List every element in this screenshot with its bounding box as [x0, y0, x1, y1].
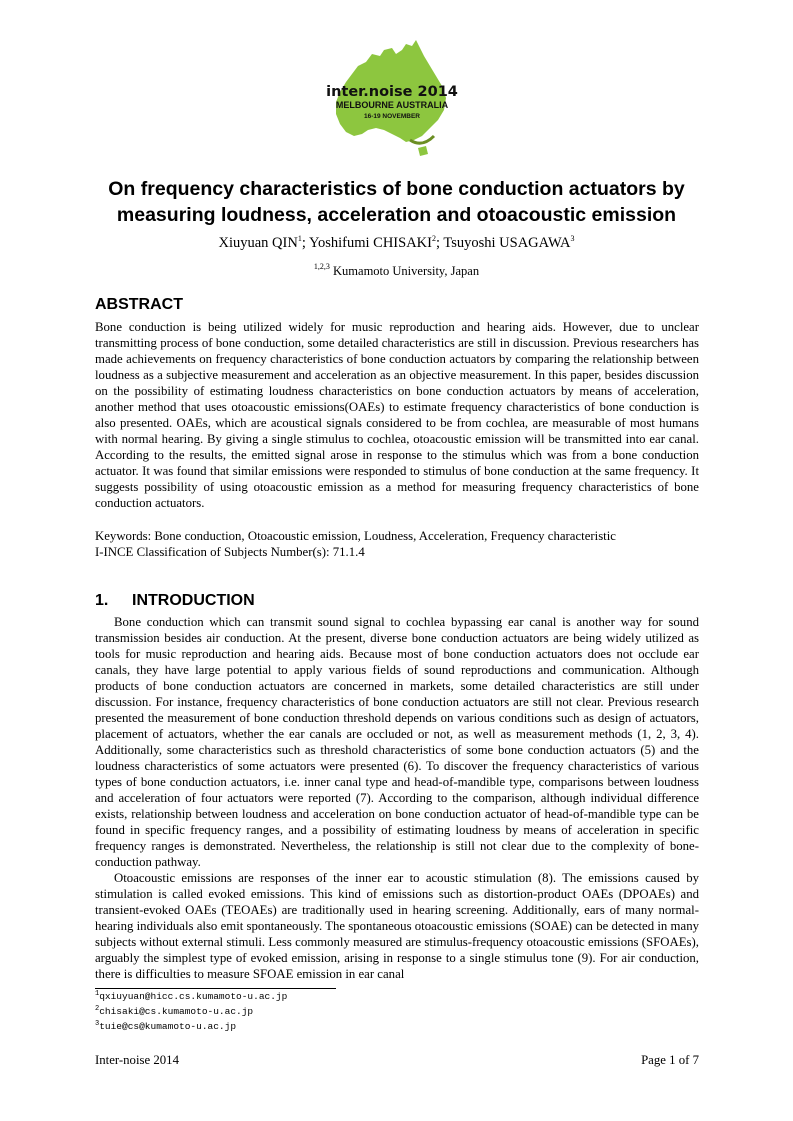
conference-logo: [322, 36, 462, 166]
affiliation: [60, 264, 733, 279]
author-list: [60, 235, 733, 252]
footnote-rule: [95, 988, 336, 989]
footnote-mark: 1: [95, 990, 100, 998]
intro-paragraph-2: Otoacoustic emissions are responses of the inner ear to acoustic stimulation (8). The emissions caused by stimulation is called evoked emissions. This kind of emissions such as distortion-product OAEs (DPOAEs) and transient-evoked OAEs (TEOAEs) are traditionally used in hearing screening. Additionally, ears of many normal-hearing individuals also emit spontaneously. The spontaneous otoacoustic emissions (SOAE) can be detected in many subjects without external stimuli. Less commonly measured are stimulus-frequency otoacoustic emissions (SFOAEs), arguably the simplest type of evoked emission, arising in response to a single stimulus tone (9). For air conduction, there is difficulties to measure SFOAE emission in ear canal: [95, 871, 699, 981]
footnote-email[interactable]: tuie@cs@kumamoto-u.ac.jp: [99, 1021, 237, 1032]
author-separator: ;: [435, 235, 444, 251]
abstract-heading: ABSTRACT: [95, 296, 183, 313]
author-separator: ;: [301, 235, 309, 251]
footnote-3: [95, 1021, 236, 1033]
footer-conference: Inter-noise 2014: [95, 1053, 179, 1067]
section-heading-introduction: [95, 592, 255, 610]
footer-page-number: Page 1 of 7: [641, 1053, 699, 1067]
affiliation-marks: 1,2,3: [313, 262, 330, 271]
footnote-1: [95, 991, 287, 1003]
author-mark: 1: [297, 234, 302, 243]
intro-paragraph-1: Bone conduction which can transmit sound signal to cochlea bypassing ear canal is another way for sound transmission besides air conduction. At the present, diverse bone conduction actuators are being widely utilized as tools for music reproduction and hearing aids. Because most of bone conduction actuators does not occlude ear canals, they have large potential to apply various fields of sound reproductions and communication. Although products of bone conduction actuators are concerned in markets, some detailed characteristics are still under discussion. For instance, frequency characteristics of bone conduction actuators are still not clear. Previous research presented the measurement of bone conduction threshold depends on various conditions such as design of actuators, placement of actuators, whether the ear canals are occluded or not, as well as measurement methods (1, 2, 3, 4). Additionally, some characteristics such as threshold characteristics of some bone conduction actuators (5) and the loudness characteristics of some actuators were presented (6). To discover the frequency characteristics of various types of bone conduction actuators, i.e. inner canal type and head-of-mandible type, comparisons between loudness and acceleration of four actuators were reported (7). According to the comparison, although individual difference exists, relationship between loudness and acceleration on bone conduction actuator of head-of-mandible type can be found in specific frequency ranges, and a possibility of estimating loudness by means of acceleration in specific frequency ranges is demonstrated. Nevertheless, the relationship is still not clear due to the complexity of bone-conduction pathway.: [95, 615, 699, 869]
footnote-mark: 2: [95, 1005, 100, 1013]
author-name: Xiuyuan QIN: [218, 235, 298, 251]
footnote-2: [95, 1006, 253, 1018]
section-number: 1.: [95, 592, 109, 609]
keywords: Keywords: Bone conduction, Otoacoustic emission, Loudness, Acceleration, Frequency characteristic: [95, 529, 616, 543]
section-title: INTRODUCTION: [132, 592, 255, 609]
affiliation-text: Kumamoto University, Japan: [329, 264, 480, 278]
footnote-email[interactable]: chisaki@cs.kumamoto-u.ac.jp: [99, 1006, 254, 1017]
logo-location: MELBOURNE AUSTRALIA: [335, 100, 449, 110]
footnote-mark: 3: [95, 1020, 100, 1028]
title-line-2: measuring loudness, acceleration and otoacoustic emission: [116, 204, 677, 226]
author-name: Tsuyoshi USAGAWA: [443, 235, 571, 251]
author-mark: 2: [431, 234, 436, 243]
author-mark: 3: [570, 234, 575, 243]
ince-classification: I-INCE Classification of Subjects Number(s): 71.1.4: [95, 545, 365, 559]
logo-title: inter.noise 2014: [326, 84, 458, 100]
author-name: Yoshifumi CHISAKI: [308, 235, 432, 251]
tasmania-shape: [418, 146, 428, 156]
paper-title: [60, 176, 733, 228]
footnote-email[interactable]: qxiuyuan@hicc.cs.kumamoto-u.ac.jp: [99, 991, 288, 1002]
title-line-1: On frequency characteristics of bone conduction actuators by: [108, 178, 685, 200]
logo-dates: 16-19 NOVEMBER: [364, 113, 420, 120]
abstract-body: Bone conduction is being utilized widely for music reproduction and hearing aids. However, due to unclear transmitting process of bone conduction, some detailed characteristics are still in discussion. Previous researchers has made achievements on frequency characteristics of bone conduction actuators by comparing the relationship between loudness as a subjective measurement and acceleration as an objective measurement. In this paper, besides discussion on the possibility of estimating loudness characteristics on bone conduction actuators by means of acceleration, another method that uses otoacoustic emissions(OAEs) to estimate frequency characteristics of bone conduction is also presented. OAEs, which are acoustical signals considered to be from cochlea, are measurable of most humans with normal hearing. By giving a single stimulus to cochlea, otoacoustic emission will be transmitted into ear canal. According to the results, the emitted signal arose in response to the stimulus which was from a bone conduction actuator. It was found that similar emissions were responded to stimulus of bone conduction at the same frequency. It suggests possibility of using otoacoustic emission as a method for measuring frequency characteristics of bone conduction actuators.: [95, 320, 699, 510]
